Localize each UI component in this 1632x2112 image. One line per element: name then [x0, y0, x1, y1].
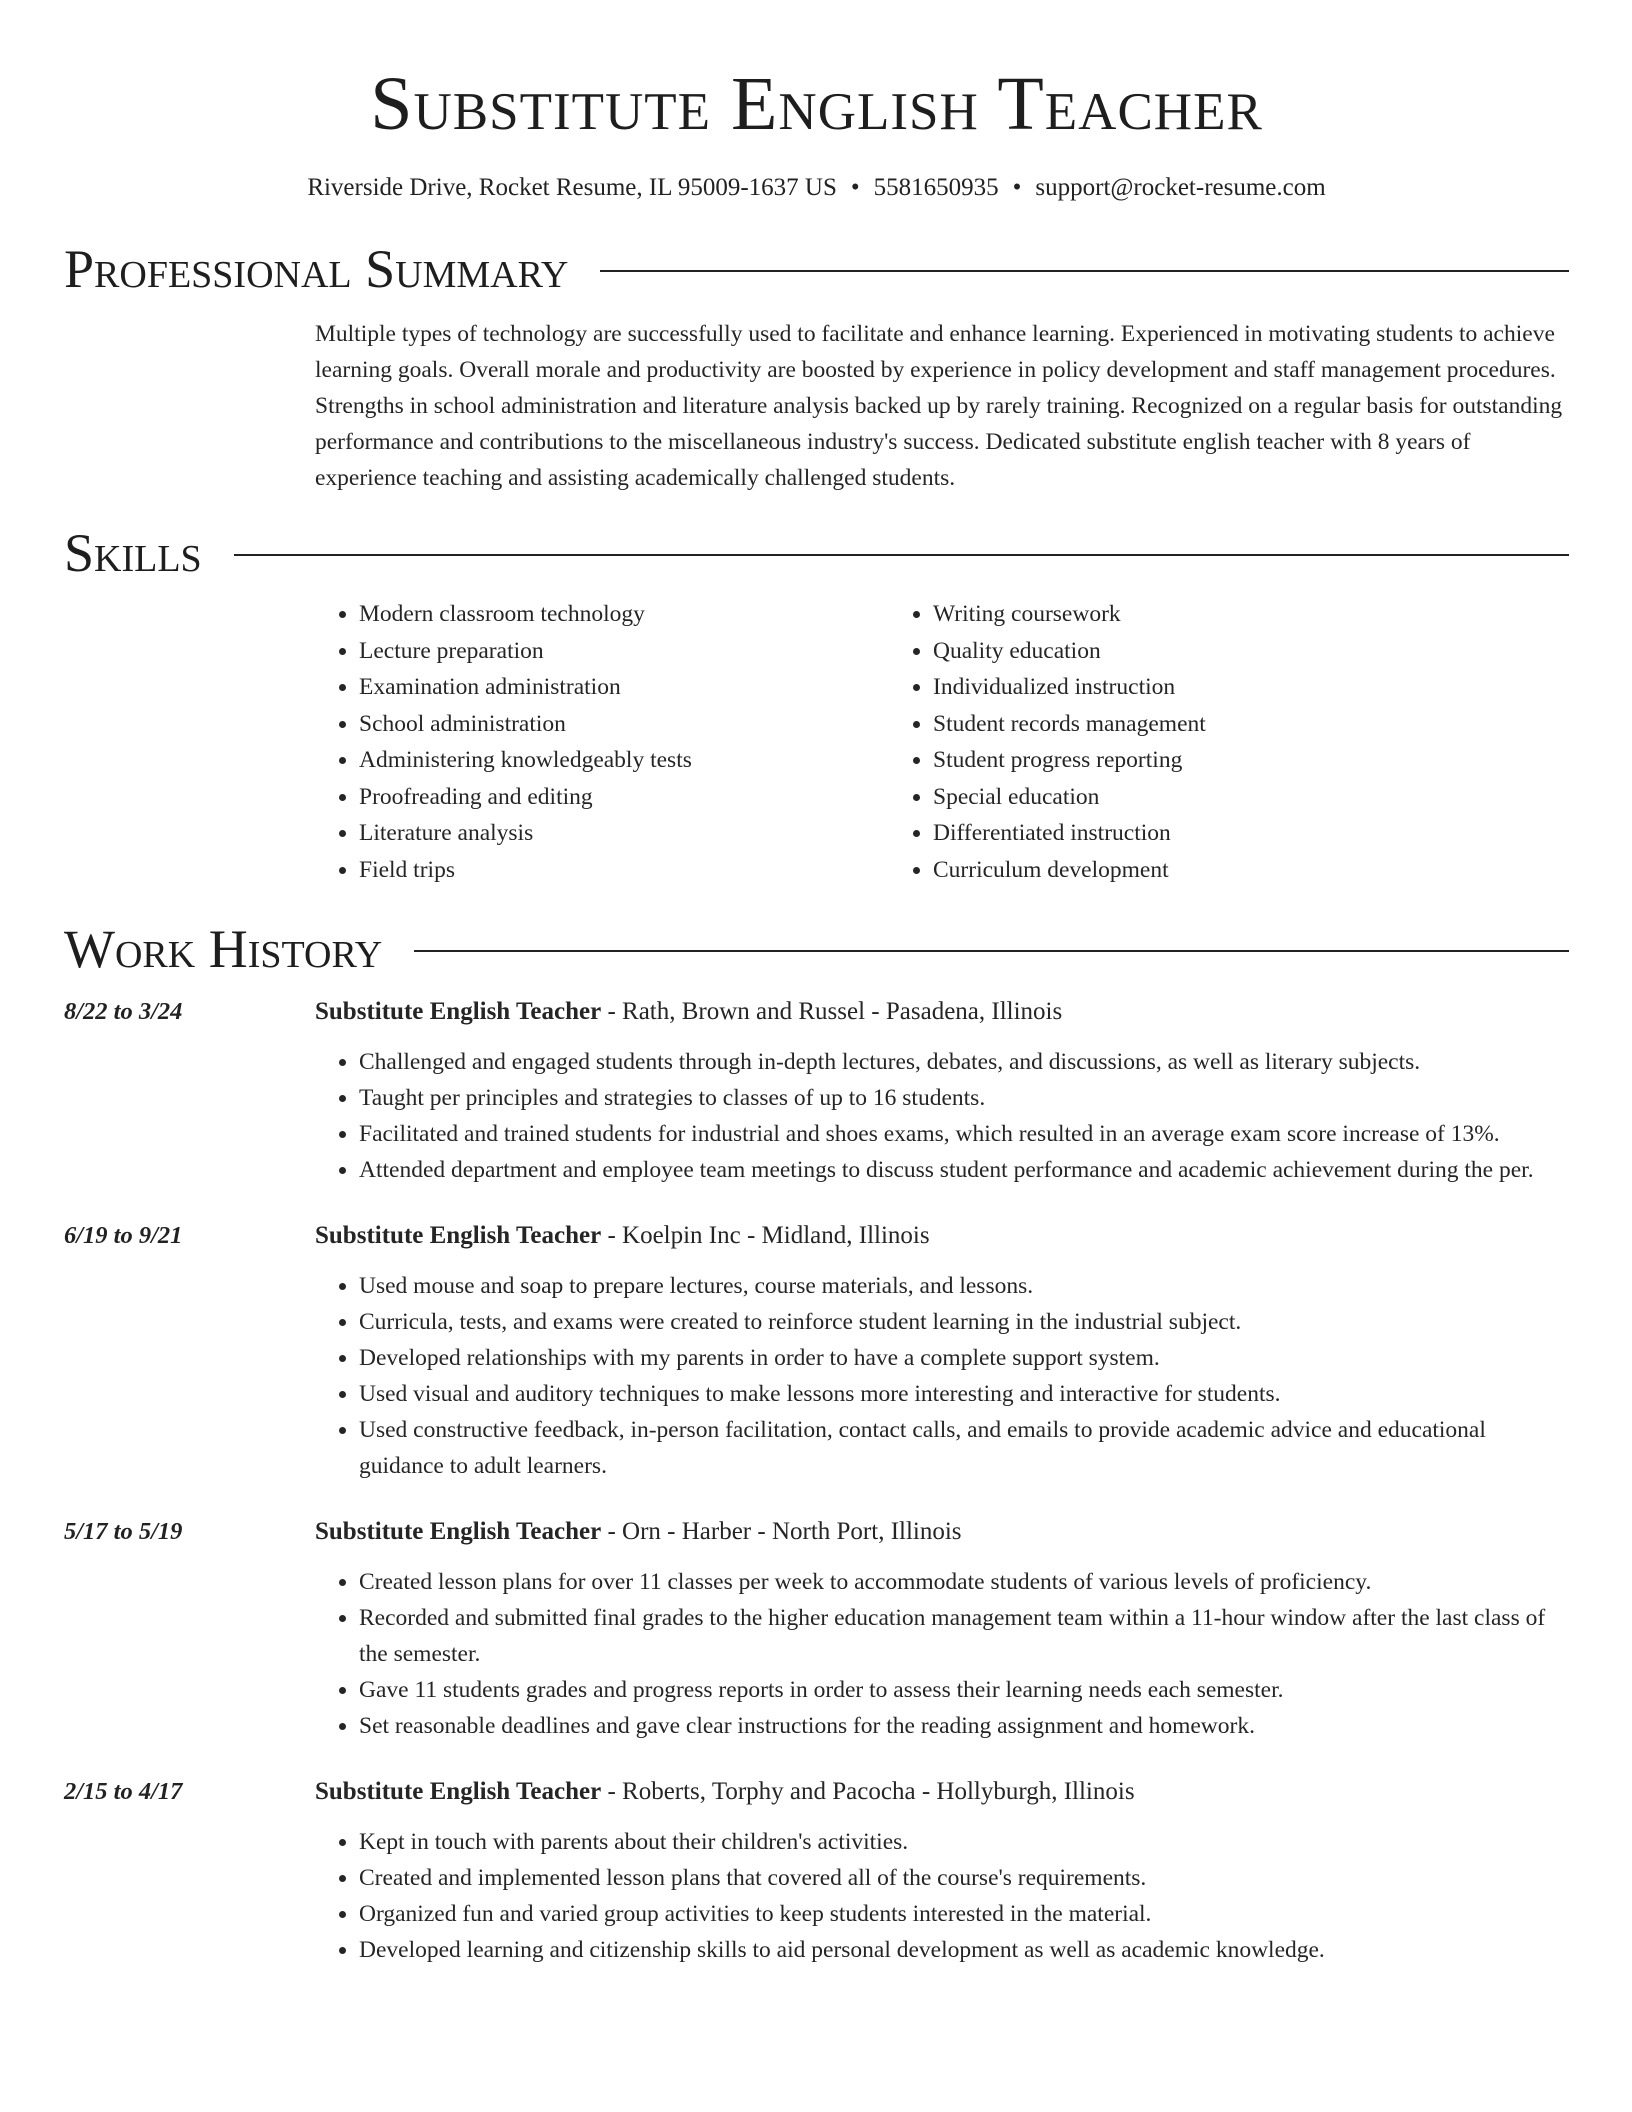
- job-bullet: • Developed relationships with my parents in order to have a complete support system.: [359, 1340, 1569, 1376]
- job-bullet: • Challenged and engaged students through in-depth lectures, debates, and discussions, as well as literary subjects.: [359, 1044, 1569, 1080]
- job-bullet: • Curricula, tests, and exams were created to reinforce student learning in the industrial subject.: [359, 1304, 1569, 1340]
- job-details: - Roberts, Torphy and Pacocha - Hollyburgh, Illinois: [601, 1778, 1135, 1805]
- skill-item: • Administering knowledgeably tests: [359, 742, 889, 779]
- job-title: Substitute English Teacher: [315, 1222, 602, 1249]
- skill-item: • Student progress reporting: [933, 742, 1463, 779]
- job-bullet: • Created lesson plans for over 11 classes per week to accommodate students of various levels of proficiency.: [359, 1564, 1569, 1600]
- job-title: Substitute English Teacher: [315, 998, 602, 1025]
- job-bullet: • Developed learning and citizenship skills to aid personal development as well as academic knowledge.: [359, 1932, 1569, 1968]
- job-details: - Rath, Brown and Russel - Pasadena, Illinois: [601, 998, 1063, 1025]
- skill-item: • Lecture preparation: [359, 633, 889, 670]
- job-bullet: • Kept in touch with parents about their children's activities.: [359, 1824, 1569, 1860]
- skill-item: • Quality education: [933, 633, 1463, 670]
- work-section-header: [64, 918, 1569, 980]
- job-bullet: • Taught per principles and strategies to classes of up to 16 students.: [359, 1080, 1569, 1116]
- job-entry: [64, 1218, 1569, 1484]
- resume-name: Substitute English Teacher: [370, 62, 1263, 146]
- job-bullets: [315, 1564, 1569, 1744]
- job-dates: 5/17 to 5/19: [64, 1518, 183, 1545]
- skills-heading: Skills: [64, 523, 202, 583]
- summary-heading: Professional Summary: [64, 239, 569, 299]
- summary-section-header: [64, 238, 1569, 300]
- job-bullet: • Used mouse and soap to prepare lectures, course materials, and lessons.: [359, 1268, 1569, 1304]
- skill-item: • Literature analysis: [359, 815, 889, 852]
- skill-item: • Differentiated instruction: [933, 815, 1463, 852]
- job-body: [315, 994, 1569, 1188]
- contact-phone: 5581650935: [873, 174, 999, 201]
- job-details: - Koelpin Inc - Midland, Illinois: [601, 1222, 930, 1249]
- section-divider: [600, 270, 1569, 272]
- skill-item: • Proofreading and editing: [359, 779, 889, 816]
- job-title-line: [315, 1774, 1569, 1810]
- skill-item: • Field trips: [359, 852, 889, 889]
- contact-email: support@rocket-resume.com: [1035, 174, 1326, 201]
- skills-list: [315, 596, 1569, 888]
- contact-line: [64, 172, 1569, 204]
- skills-section-header: [64, 522, 1569, 584]
- job-body: [315, 1218, 1569, 1484]
- job-dates: 8/22 to 3/24: [64, 998, 183, 1025]
- skill-item: • Writing coursework: [933, 596, 1463, 633]
- job-bullet: • Used constructive feedback, in-person facilitation, contact calls, and emails to provide academic advice and educational guidance to adult learners.: [359, 1412, 1569, 1484]
- job-title-line: [315, 994, 1569, 1030]
- job-body: [315, 1774, 1569, 1968]
- job-bullet: • Created and implemented lesson plans that covered all of the course's requirements.: [359, 1860, 1569, 1896]
- contact-separator: •: [1012, 174, 1022, 201]
- job-bullet: • Attended department and employee team meetings to discuss student performance and academic achievement during the per.: [359, 1152, 1569, 1188]
- job-entry: [64, 994, 1569, 1188]
- job-bullet: • Gave 11 students grades and progress reports in order to assess their learning needs each semester.: [359, 1672, 1569, 1708]
- job-title-line: [315, 1218, 1569, 1254]
- summary-text: Multiple types of technology are successfully used to facilitate and enhance learning. Experienced in motivating students to achieve learning goals. Overall morale and productivity are boosted by experience in policy development and staff management procedures. Strengths in school administration and literature analysis backed up by rarely training. Recognized on a regular basis for outstanding performance and contributions to the miscellaneous industry's success. Dedicated substitute english teacher with 8 years of experience teaching and assisting academically challenged students.: [315, 321, 1563, 491]
- skill-item: • Modern classroom technology: [359, 596, 889, 633]
- job-bullet: • Set reasonable deadlines and gave clear instructions for the reading assignment and homework.: [359, 1708, 1569, 1744]
- work-heading: Work History: [64, 919, 383, 979]
- job-entry: [64, 1774, 1569, 1968]
- job-entry: [64, 1514, 1569, 1744]
- job-dates: 2/15 to 4/17: [64, 1778, 183, 1805]
- job-title: Substitute English Teacher: [315, 1518, 602, 1545]
- job-bullet: • Organized fun and varied group activities to keep students interested in the material.: [359, 1896, 1569, 1932]
- skill-item: • School administration: [359, 706, 889, 743]
- job-title-line: [315, 1514, 1569, 1550]
- job-bullet: • Recorded and submitted final grades to the higher education management team within a 11-hour window after the last class of the semester.: [359, 1600, 1569, 1672]
- job-bullets: [315, 1044, 1569, 1188]
- skills-column-right: [889, 596, 1463, 888]
- job-dates: 6/19 to 9/21: [64, 1222, 183, 1249]
- skill-item: • Examination administration: [359, 669, 889, 706]
- job-title: Substitute English Teacher: [315, 1778, 602, 1805]
- skill-item: • Special education: [933, 779, 1463, 816]
- job-bullet: • Used visual and auditory techniques to make lessons more interesting and interactive for students.: [359, 1376, 1569, 1412]
- contact-address: Riverside Drive, Rocket Resume, IL 95009-1637 US: [307, 174, 837, 201]
- skill-item: • Curriculum development: [933, 852, 1463, 889]
- skill-item: • Individualized instruction: [933, 669, 1463, 706]
- skills-column-left: [315, 596, 889, 888]
- skill-item: • Student records management: [933, 706, 1463, 743]
- job-bullet: • Facilitated and trained students for industrial and shoes exams, which resulted in an average exam score increase of 13%.: [359, 1116, 1569, 1152]
- job-bullets: [315, 1824, 1569, 1968]
- contact-separator: •: [850, 174, 860, 201]
- section-divider: [414, 950, 1569, 952]
- job-bullets: [315, 1268, 1569, 1484]
- section-divider: [234, 554, 1569, 556]
- job-body: [315, 1514, 1569, 1744]
- job-details: - Orn - Harber - North Port, Illinois: [601, 1518, 962, 1545]
